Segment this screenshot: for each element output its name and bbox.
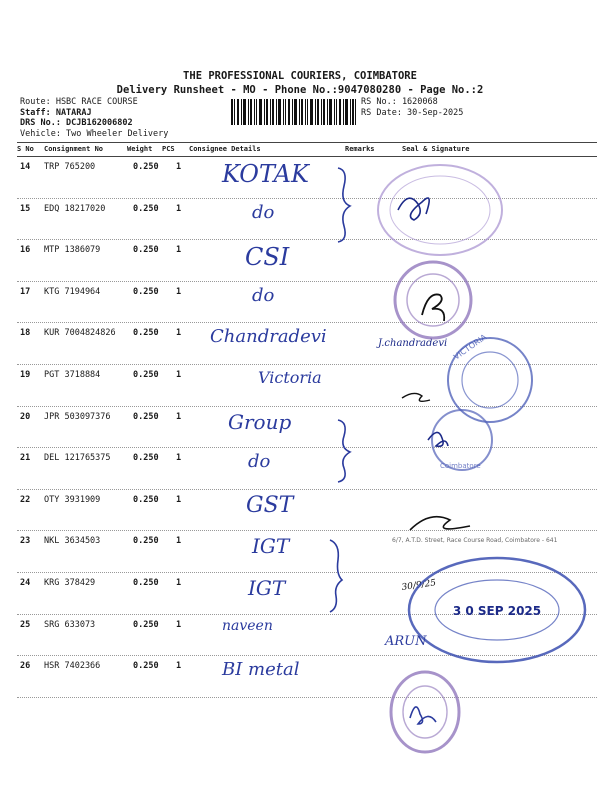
row-pcs: 1 — [176, 245, 182, 256]
row-consignment-no: KRG 378429 — [44, 578, 96, 588]
row-pcs: 1 — [176, 203, 182, 214]
rs-number: RS No.: 1620068 — [361, 97, 438, 107]
row-sno: 14 — [20, 162, 31, 172]
signature-scribble — [410, 517, 470, 530]
row-pcs: 1 — [176, 619, 182, 630]
row-weight: 0.250 — [133, 286, 159, 297]
row-pcs: 1 — [176, 536, 182, 547]
row-handwritten-consignee: KOTAK — [222, 160, 309, 188]
date-stamp-text: 3 0 SEP 2025 — [452, 604, 542, 618]
arun-signature: ARUN — [385, 634, 427, 649]
col-pcs: PCS — [162, 145, 175, 153]
col-remarks: Remarks — [345, 145, 375, 153]
runsheet-title: Delivery Runsheet - MO - Phone No.:9047080280 - Page No.:2 — [116, 84, 484, 96]
row-consignment-no: TRP 765200 — [44, 162, 96, 172]
row-sno: 26 — [20, 661, 31, 672]
row-consignment-no: HSR 7402366 — [44, 661, 101, 672]
remarks-signature: J.chandradevi — [378, 338, 448, 349]
row-weight: 0.250 — [133, 619, 159, 630]
row-pcs: 1 — [176, 661, 182, 672]
row-sno: 18 — [20, 328, 31, 339]
row-handwritten-consignee: naveen — [222, 617, 273, 634]
stamp-seal — [407, 274, 459, 326]
row-pcs: 1 — [176, 162, 182, 172]
row-weight: 0.250 — [133, 411, 159, 422]
row-handwritten-consignee: IGT — [252, 534, 290, 559]
row-sno: 16 — [20, 245, 31, 256]
row-weight: 0.250 — [133, 162, 159, 172]
brace-mark — [330, 540, 342, 612]
row-pcs: 1 — [176, 453, 182, 464]
row-consignment-no: PGT 3718884 — [44, 370, 101, 380]
row-sno: 21 — [20, 453, 31, 464]
row-handwritten-consignee: GST — [246, 492, 294, 518]
row-handwritten-consignee: do — [252, 201, 275, 223]
row-handwritten-consignee: Chandradevi — [210, 326, 327, 348]
row-weight: 0.250 — [133, 661, 159, 672]
col-weight: Weight — [127, 145, 153, 153]
row-pcs: 1 — [176, 494, 182, 505]
signature-scribble — [428, 432, 448, 446]
row-pcs: 1 — [176, 328, 182, 339]
row-sno: 20 — [20, 411, 31, 422]
row-weight: 0.250 — [133, 203, 159, 214]
row-weight: 0.250 — [133, 578, 159, 588]
row-consignment-no: SRG 633073 — [44, 619, 96, 630]
row-handwritten-consignee: Victoria — [258, 368, 322, 387]
gst-stamp-text: 6/7, A.T.D. Street, Race Course Road, Coimbatore - 641 — [392, 537, 558, 544]
col-sno: S No — [17, 145, 34, 153]
row-consignment-no: EDQ 18217020 — [44, 203, 106, 214]
handwritten-date: 30/9/25 — [401, 578, 437, 593]
coimbatore-stamp-text: Coimbatore — [440, 462, 481, 470]
col-seal: Seal & Signature — [402, 145, 470, 153]
row-consignment-no: MTP 1386079 — [44, 245, 101, 256]
row-pcs: 1 — [176, 578, 182, 588]
row-weight: 0.250 — [133, 453, 159, 464]
staff-text: Staff: NATARAJ — [20, 107, 92, 118]
stamp-seal — [432, 410, 492, 470]
signature-scribble — [422, 294, 444, 321]
stamp-seal — [390, 176, 490, 244]
row-weight: 0.250 — [133, 245, 159, 256]
row-consignment-no: KUR 7004824826 — [44, 328, 116, 339]
row-sno: 22 — [20, 494, 31, 505]
brace-mark — [338, 168, 350, 242]
row-sno: 24 — [20, 578, 31, 588]
signature-scribble — [398, 198, 429, 220]
rs-date: RS Date: 30-Sep-2025 — [361, 108, 464, 118]
row-consignment-no: JPR 503097376 — [44, 411, 111, 422]
row-consignment-no: DEL 121765375 — [44, 453, 111, 464]
row-pcs: 1 — [176, 286, 182, 297]
stamp-seal — [378, 165, 502, 255]
row-sno: 25 — [20, 619, 31, 630]
drs-text: DRS No.: DCJB162006802 — [20, 118, 133, 129]
company-title: THE PROFESSIONAL COURIERS, COIMBATORE — [183, 70, 417, 82]
row-consignment-no: OTY 3931909 — [44, 494, 101, 505]
col-details: Consignee Details — [189, 145, 261, 153]
row-weight: 0.250 — [133, 536, 159, 547]
row-weight: 0.250 — [133, 370, 159, 380]
row-handwritten-consignee: IGT — [248, 576, 286, 600]
row-handwritten-consignee: do — [248, 451, 271, 473]
row-handwritten-consignee: Group — [228, 409, 292, 434]
row-consignment-no: KTG 7194964 — [44, 286, 101, 297]
brace-mark — [338, 420, 350, 482]
route-text: Route: HSBC RACE COURSE — [20, 97, 138, 107]
row-consignment-no: NKL 3634503 — [44, 536, 101, 547]
row-pcs: 1 — [176, 411, 182, 422]
row-sno: 23 — [20, 536, 31, 547]
row-handwritten-consignee: BI metal — [222, 659, 300, 681]
stamp-seal — [462, 352, 518, 408]
stamp-seal — [403, 686, 447, 738]
row-handwritten-consignee: do — [252, 284, 275, 306]
victoria-stamp-text: VICTORIA — [451, 332, 489, 362]
col-consignment: Consignment No — [44, 145, 104, 153]
row-handwritten-consignee: CSI — [245, 243, 290, 272]
signature-scribble — [402, 393, 430, 401]
row-weight: 0.250 — [133, 494, 159, 505]
row-sno: 17 — [20, 286, 31, 297]
vehicle-text: Vehicle: Two Wheeler Delivery — [20, 128, 169, 139]
row-pcs: 1 — [176, 370, 182, 380]
signature-scribble — [410, 707, 436, 724]
stamp-seal — [391, 672, 459, 752]
row-weight: 0.250 — [133, 328, 159, 339]
row-sno: 19 — [20, 370, 31, 380]
row-sno: 15 — [20, 203, 31, 214]
